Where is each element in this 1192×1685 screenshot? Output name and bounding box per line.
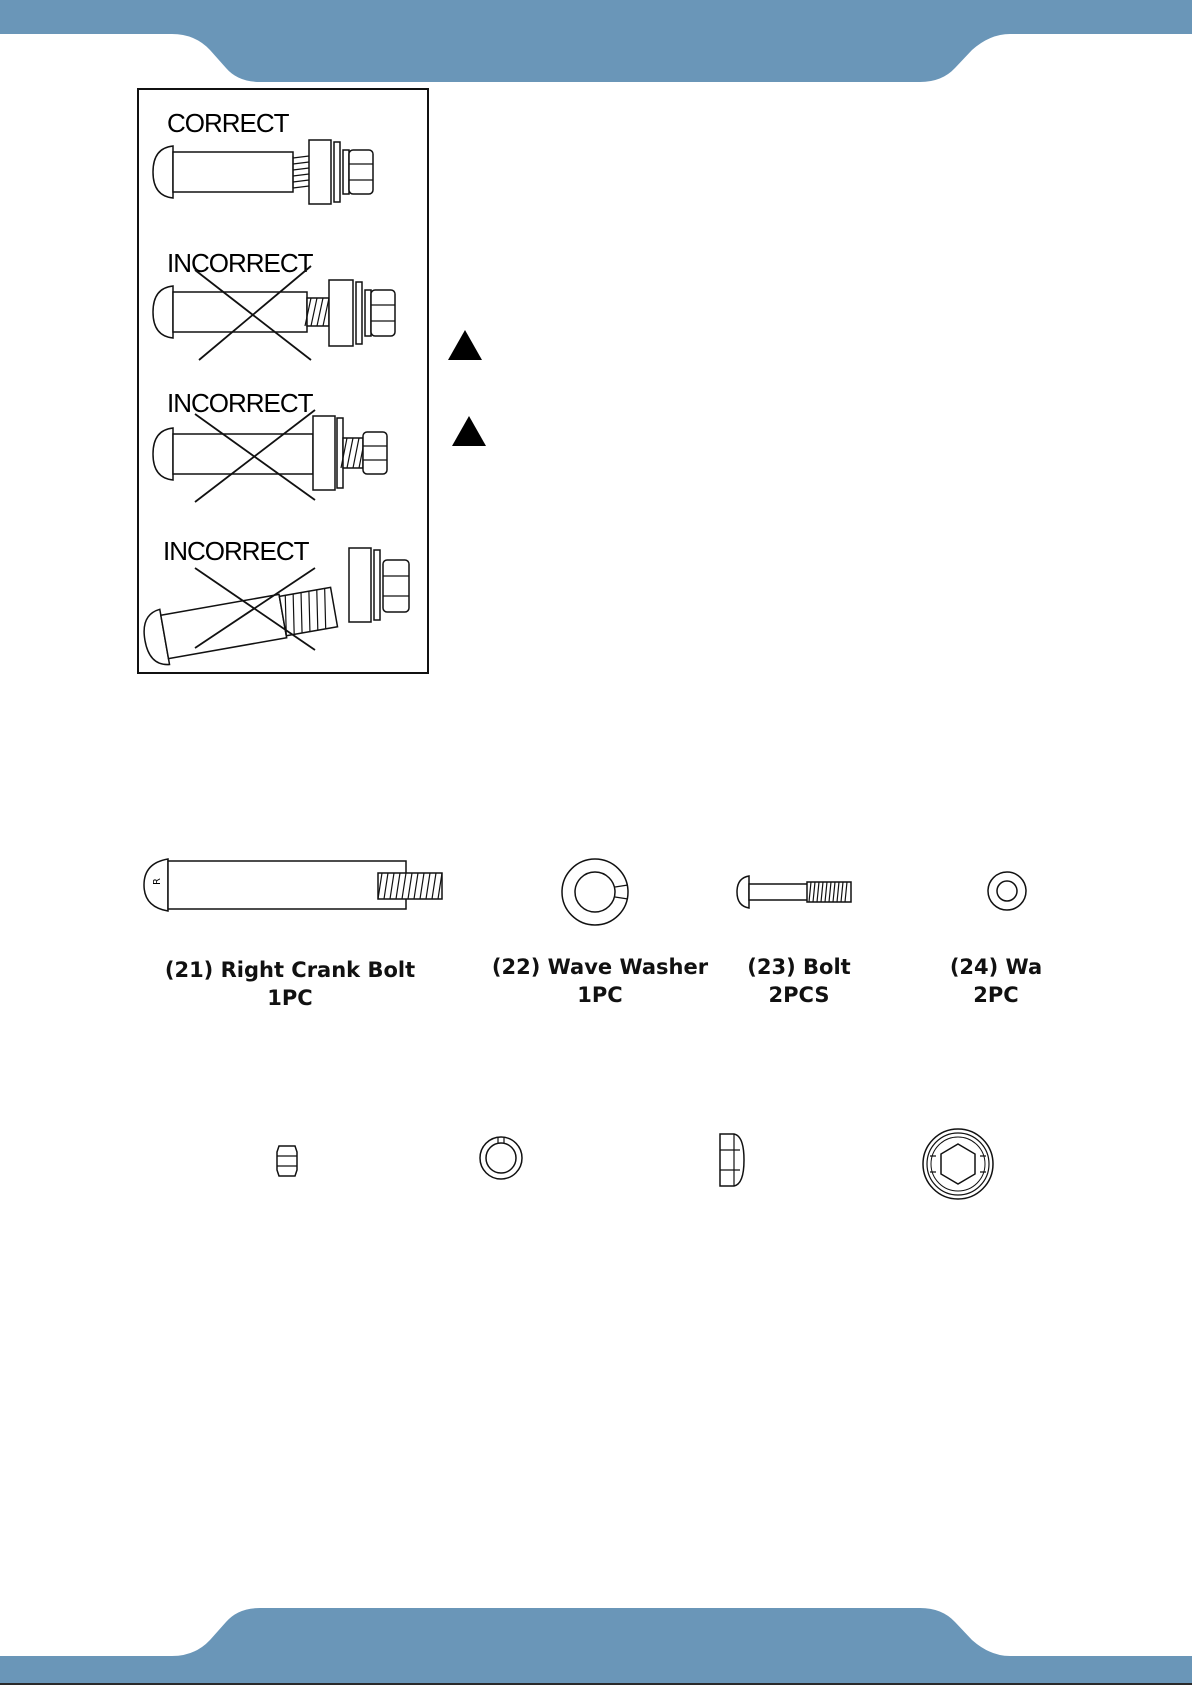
incorrect-assembly-3 <box>140 548 409 668</box>
part-label-22 <box>490 953 710 1009</box>
lock-nut-icon <box>716 1132 746 1188</box>
correct-label: CORRECT <box>167 108 289 138</box>
incorrect-label-1: INCORRECT <box>167 248 313 278</box>
part-name: (21) Right Crank Bolt <box>164 958 416 982</box>
hex-socket-cap-icon <box>920 1126 996 1202</box>
bolt-drawing <box>735 874 853 910</box>
washer-icon <box>986 870 1028 912</box>
warning-triangle-icon <box>451 415 487 447</box>
incorrect-label-2: INCORRECT <box>167 388 313 418</box>
part-qty: 1PC <box>267 986 313 1010</box>
incorrect-assembly-1 <box>153 266 395 360</box>
incorrect-label-3: INCORRECT <box>163 536 309 566</box>
installation-diagram <box>137 88 429 674</box>
part-qty: 2PCS <box>768 983 830 1007</box>
right-crank-bolt-drawing <box>140 855 450 915</box>
wave-washer-icon <box>560 857 630 927</box>
part-qty: 2PC <box>973 983 1019 1007</box>
spring-washer-icon <box>478 1134 524 1182</box>
part-name: (22) Wave Washer <box>491 955 709 979</box>
bolt-marking: R <box>152 878 163 885</box>
bolt-assembly-drawings <box>139 90 427 672</box>
header-band <box>0 0 1192 90</box>
part-name: (23) Bolt <box>747 955 851 979</box>
part-name: (24) Wa <box>949 955 1043 979</box>
warning-triangle-icon <box>447 329 483 361</box>
correct-assembly <box>153 140 373 204</box>
small-nut-icon <box>276 1144 298 1178</box>
part-label-23 <box>734 953 864 1009</box>
part-label-24 <box>936 953 1056 1009</box>
footer-band <box>0 1598 1192 1685</box>
part-qty: 1PC <box>577 983 623 1007</box>
incorrect-assembly-2 <box>153 410 387 502</box>
part-label-21 <box>160 956 420 1012</box>
